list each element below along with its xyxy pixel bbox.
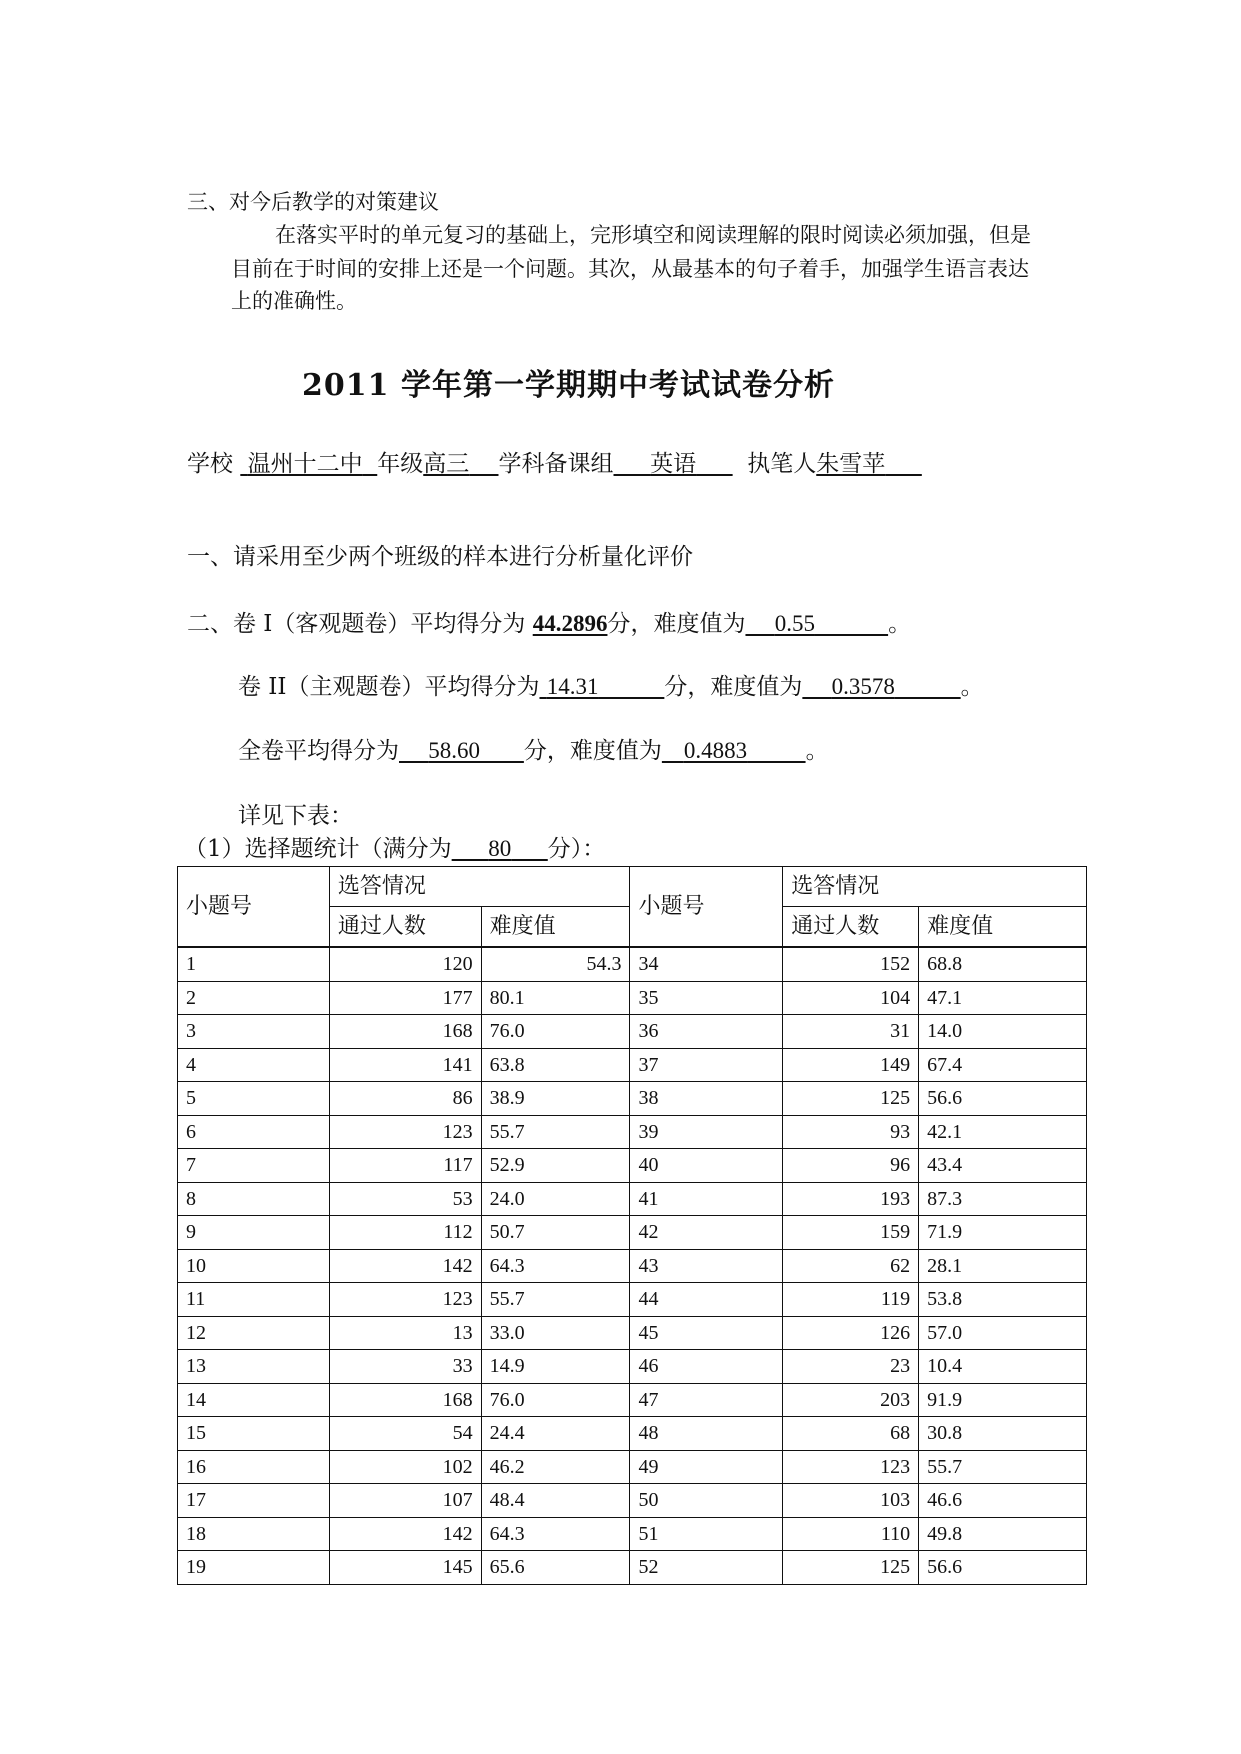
table-row bbox=[178, 947, 1087, 981]
question-number: 7 bbox=[178, 1149, 330, 1183]
paper2-end: 。 bbox=[960, 674, 984, 700]
header-passed-left: 通过人数 bbox=[329, 907, 481, 948]
total-difficulty: 0.4883 bbox=[683, 738, 748, 763]
table-row bbox=[178, 1048, 1087, 1082]
table-row bbox=[178, 1551, 1087, 1585]
header-difficulty-left: 难度值 bbox=[481, 907, 630, 948]
difficulty-value: 64.3 bbox=[481, 1517, 630, 1551]
difficulty-value: 57.0 bbox=[919, 1316, 1087, 1350]
question-number: 6 bbox=[178, 1115, 330, 1149]
difficulty-value: 65.6 bbox=[481, 1551, 630, 1585]
question-number: 9 bbox=[178, 1216, 330, 1250]
question-number: 39 bbox=[630, 1115, 783, 1149]
total-line bbox=[238, 732, 829, 765]
table-header-row-1 bbox=[178, 867, 1087, 907]
question-number: 3 bbox=[178, 1015, 330, 1049]
passed-count: 53 bbox=[329, 1182, 481, 1216]
passed-count: 203 bbox=[783, 1383, 919, 1417]
question-number: 17 bbox=[178, 1484, 330, 1518]
passed-count: 142 bbox=[329, 1249, 481, 1283]
group-value: 英语 bbox=[650, 451, 697, 477]
passed-count: 125 bbox=[783, 1082, 919, 1116]
passed-count: 103 bbox=[783, 1484, 919, 1518]
difficulty-value: 76.0 bbox=[481, 1383, 630, 1417]
paper1-mid: 分，难度值为 bbox=[607, 611, 746, 637]
difficulty-value: 46.2 bbox=[481, 1450, 630, 1484]
passed-count: 177 bbox=[329, 981, 481, 1015]
passed-count: 93 bbox=[783, 1115, 919, 1149]
difficulty-value: 55.7 bbox=[481, 1115, 630, 1149]
passed-count: 141 bbox=[329, 1048, 481, 1082]
section3-line-3: 上的准确性。 bbox=[231, 289, 357, 313]
table-row bbox=[178, 1484, 1087, 1518]
total-mid: 分，难度值为 bbox=[523, 738, 662, 764]
question-number: 15 bbox=[178, 1417, 330, 1451]
difficulty-value: 43.4 bbox=[919, 1149, 1087, 1183]
passed-count: 193 bbox=[783, 1182, 919, 1216]
difficulty-value: 64.3 bbox=[481, 1249, 630, 1283]
difficulty-value: 53.8 bbox=[919, 1283, 1087, 1317]
difficulty-value: 67.4 bbox=[919, 1048, 1087, 1082]
passed-count: 104 bbox=[783, 981, 919, 1015]
difficulty-value: 42.1 bbox=[919, 1115, 1087, 1149]
passed-count: 123 bbox=[783, 1450, 919, 1484]
table-row bbox=[178, 1450, 1087, 1484]
question-number: 52 bbox=[630, 1551, 783, 1585]
table-row bbox=[178, 1517, 1087, 1551]
table-caption-suffix: 分）： bbox=[547, 836, 606, 862]
difficulty-value: 24.4 bbox=[481, 1417, 630, 1451]
difficulty-value: 63.8 bbox=[481, 1048, 630, 1082]
paper1-end: 。 bbox=[888, 611, 912, 637]
item-1: 一、请采用至少两个班级的样本进行分析量化评价 bbox=[187, 544, 693, 570]
passed-count: 145 bbox=[329, 1551, 481, 1585]
question-number: 38 bbox=[630, 1082, 783, 1116]
total-prefix: 全卷平均得分为 bbox=[238, 738, 399, 764]
multiple-choice-stats-table bbox=[177, 866, 1087, 1585]
header-difficulty-right: 难度值 bbox=[919, 907, 1087, 948]
table-row bbox=[178, 981, 1087, 1015]
passed-count: 159 bbox=[783, 1216, 919, 1250]
difficulty-value: 55.7 bbox=[481, 1283, 630, 1317]
paper1-average: 44.2896 bbox=[532, 611, 608, 636]
table-row bbox=[178, 1216, 1087, 1250]
passed-count: 54 bbox=[329, 1417, 481, 1451]
question-number: 36 bbox=[630, 1015, 783, 1049]
difficulty-value: 46.6 bbox=[919, 1484, 1087, 1518]
difficulty-value: 33.0 bbox=[481, 1316, 630, 1350]
question-number: 13 bbox=[178, 1350, 330, 1384]
difficulty-value: 91.9 bbox=[919, 1383, 1087, 1417]
passed-count: 168 bbox=[329, 1015, 481, 1049]
difficulty-value: 71.9 bbox=[919, 1216, 1087, 1250]
difficulty-value: 76.0 bbox=[481, 1015, 630, 1049]
passed-count: 33 bbox=[329, 1350, 481, 1384]
question-number: 48 bbox=[630, 1417, 783, 1451]
paper2-prefix: 卷 II（主观题卷）平均得分为 bbox=[238, 674, 540, 700]
total-end: 。 bbox=[805, 738, 829, 764]
difficulty-value: 30.8 bbox=[919, 1417, 1087, 1451]
difficulty-value: 28.1 bbox=[919, 1249, 1087, 1283]
difficulty-value: 54.3 bbox=[481, 947, 630, 981]
see-table-note: 详见下表： bbox=[238, 803, 353, 829]
question-number: 4 bbox=[178, 1048, 330, 1082]
table-row bbox=[178, 1182, 1087, 1216]
table-row bbox=[178, 1283, 1087, 1317]
question-number: 41 bbox=[630, 1182, 783, 1216]
passed-count: 96 bbox=[783, 1149, 919, 1183]
section3-heading: 三、对今后教学的对策建议 bbox=[187, 190, 439, 214]
passed-count: 31 bbox=[783, 1015, 919, 1049]
paper2-line bbox=[238, 668, 984, 701]
school-value: 温州十二中 bbox=[247, 451, 363, 477]
header-question-left: 小题号 bbox=[178, 867, 330, 948]
table-row bbox=[178, 1115, 1087, 1149]
question-number: 40 bbox=[630, 1149, 783, 1183]
passed-count: 126 bbox=[783, 1316, 919, 1350]
question-number: 12 bbox=[178, 1316, 330, 1350]
passed-count: 110 bbox=[783, 1517, 919, 1551]
passed-count: 13 bbox=[329, 1316, 481, 1350]
passed-count: 123 bbox=[329, 1115, 481, 1149]
passed-count: 107 bbox=[329, 1484, 481, 1518]
difficulty-value: 49.8 bbox=[919, 1517, 1087, 1551]
difficulty-value: 48.4 bbox=[481, 1484, 630, 1518]
grade-label: 年级 bbox=[377, 451, 424, 477]
question-number: 47 bbox=[630, 1383, 783, 1417]
question-number: 19 bbox=[178, 1551, 330, 1585]
question-number: 51 bbox=[630, 1517, 783, 1551]
difficulty-value: 87.3 bbox=[919, 1182, 1087, 1216]
table-row bbox=[178, 1249, 1087, 1283]
header-answers-right: 选答情况 bbox=[783, 867, 1087, 907]
question-number: 14 bbox=[178, 1383, 330, 1417]
question-number: 50 bbox=[630, 1484, 783, 1518]
table-row bbox=[178, 1149, 1087, 1183]
difficulty-value: 24.0 bbox=[481, 1182, 630, 1216]
question-number: 44 bbox=[630, 1283, 783, 1317]
header-question-right: 小题号 bbox=[630, 867, 783, 948]
difficulty-value: 80.1 bbox=[481, 981, 630, 1015]
table-row bbox=[178, 1316, 1087, 1350]
question-number: 49 bbox=[630, 1450, 783, 1484]
paper1-line bbox=[187, 605, 911, 638]
passed-count: 142 bbox=[329, 1517, 481, 1551]
question-number: 45 bbox=[630, 1316, 783, 1350]
paper2-difficulty: 0.3578 bbox=[831, 674, 895, 699]
question-number: 16 bbox=[178, 1450, 330, 1484]
difficulty-value: 47.1 bbox=[919, 981, 1087, 1015]
question-number: 35 bbox=[630, 981, 783, 1015]
passed-count: 123 bbox=[329, 1283, 481, 1317]
author-label: 执笔人 bbox=[747, 451, 817, 477]
table-row bbox=[178, 1082, 1087, 1116]
difficulty-value: 52.9 bbox=[481, 1149, 630, 1183]
passed-count: 125 bbox=[783, 1551, 919, 1585]
question-number: 34 bbox=[630, 947, 783, 981]
passed-count: 152 bbox=[783, 947, 919, 981]
question-number: 1 bbox=[178, 947, 330, 981]
section3-line-2: 目前在于时间的安排上还是一个问题。其次，从最基本的句子着手，加强学生语言表达 bbox=[231, 257, 1029, 281]
passed-count: 102 bbox=[329, 1450, 481, 1484]
table-row bbox=[178, 1015, 1087, 1049]
question-number: 10 bbox=[178, 1249, 330, 1283]
question-number: 8 bbox=[178, 1182, 330, 1216]
passed-count: 119 bbox=[783, 1283, 919, 1317]
full-score: 80 bbox=[488, 836, 512, 861]
difficulty-value: 56.6 bbox=[919, 1551, 1087, 1585]
question-number: 5 bbox=[178, 1082, 330, 1116]
question-number: 46 bbox=[630, 1350, 783, 1384]
section3-line-1: 在落实平时的单元复习的基础上，完形填空和阅读理解的限时阅读必须加强，但是 bbox=[275, 223, 1031, 247]
question-number: 43 bbox=[630, 1249, 783, 1283]
difficulty-value: 38.9 bbox=[481, 1082, 630, 1116]
total-average: 58.60 bbox=[428, 738, 480, 763]
paper2-mid: 分，难度值为 bbox=[664, 674, 803, 700]
table-row bbox=[178, 1350, 1087, 1384]
question-number: 2 bbox=[178, 981, 330, 1015]
question-number: 18 bbox=[178, 1517, 330, 1551]
grade-value: 高三 bbox=[423, 451, 470, 477]
difficulty-value: 55.7 bbox=[919, 1450, 1087, 1484]
author-value: 朱雪苹 bbox=[816, 451, 886, 477]
paper1-prefix: 二、卷 I（客观题卷）平均得分为 bbox=[187, 611, 526, 637]
table-caption-prefix: （1）选择题统计（满分为 bbox=[184, 836, 452, 862]
question-number: 11 bbox=[178, 1283, 330, 1317]
question-number: 42 bbox=[630, 1216, 783, 1250]
passed-count: 112 bbox=[329, 1216, 481, 1250]
difficulty-value: 68.8 bbox=[919, 947, 1087, 981]
table-caption bbox=[184, 830, 605, 863]
passed-count: 149 bbox=[783, 1048, 919, 1082]
passed-count: 62 bbox=[783, 1249, 919, 1283]
passed-count: 68 bbox=[783, 1417, 919, 1451]
difficulty-value: 10.4 bbox=[919, 1350, 1087, 1384]
table-row bbox=[178, 1383, 1087, 1417]
passed-count: 23 bbox=[783, 1350, 919, 1384]
group-label: 学科备课组 bbox=[498, 451, 614, 477]
info-line bbox=[187, 445, 922, 478]
paper2-average: 14.31 bbox=[546, 674, 599, 699]
difficulty-value: 14.0 bbox=[919, 1015, 1087, 1049]
passed-count: 168 bbox=[329, 1383, 481, 1417]
page-title: 2011 学年第一学期期中考试试卷分析 bbox=[302, 368, 835, 403]
header-passed-right: 通过人数 bbox=[783, 907, 919, 948]
header-answers-left: 选答情况 bbox=[329, 867, 630, 907]
school-label: 学校 bbox=[187, 451, 233, 477]
question-number: 37 bbox=[630, 1048, 783, 1082]
passed-count: 120 bbox=[329, 947, 481, 981]
passed-count: 117 bbox=[329, 1149, 481, 1183]
passed-count: 86 bbox=[329, 1082, 481, 1116]
paper1-difficulty: 0.55 bbox=[774, 611, 815, 636]
table-body bbox=[178, 947, 1087, 1584]
difficulty-value: 50.7 bbox=[481, 1216, 630, 1250]
difficulty-value: 14.9 bbox=[481, 1350, 630, 1384]
table-row bbox=[178, 1417, 1087, 1451]
difficulty-value: 56.6 bbox=[919, 1082, 1087, 1116]
